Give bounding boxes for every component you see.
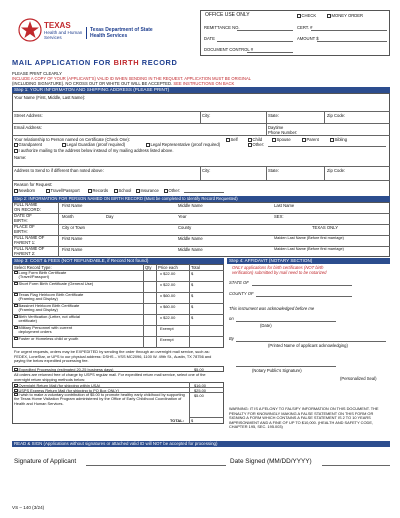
fee-row-0-price: x $22.00 [160, 270, 176, 276]
notary-note-1: ONLY applications for birth certificates (NOT birth [232, 265, 324, 270]
document-control-label: DOCUMENT CONTROL # [204, 47, 254, 52]
sign-header: READ & SIGN (Applications without signatures or attached valid ID will NOT be accepted for processing) [12, 441, 390, 447]
pob-label: PLACE OF BIRTH: [14, 224, 35, 234]
money-order-checkbox[interactable] [327, 14, 331, 18]
applicant-signature-label: Signature of Applicant [14, 458, 77, 465]
col-price: Price each [158, 265, 178, 270]
month-label: Month [62, 214, 74, 219]
notary-signature-caption: (Notary Public's Signature) [252, 368, 302, 373]
rel-legal-guardian-checkbox[interactable] [62, 143, 66, 147]
reason-travel[interactable]: Travel/Passport [46, 188, 80, 193]
date-label: DATE [204, 36, 215, 41]
reason-school[interactable]: School [114, 188, 131, 193]
step1-header: Step 1: YOUR INFORMATON AND SHIPPING ADDRESS (PLEASE PRINT) [12, 87, 390, 93]
name2-label: Name: [14, 155, 27, 160]
reason-newborn[interactable]: Newborn [14, 188, 35, 193]
zip2-label: Zip Code: [327, 168, 346, 173]
fee-row-6-checkbox[interactable] [14, 337, 18, 341]
fee-row-0-total: $ [191, 270, 194, 276]
applicant-signature-line[interactable] [86, 465, 226, 466]
phone-label: Phone Number: [268, 130, 298, 135]
returned-text: All orders are returned free of charge by USPS regular mail. For expedited return mail service, select one of the overnight return shipping methods below: [14, 372, 206, 382]
street-label: Street Address: [14, 113, 43, 118]
ship-express-price: $25.00 [194, 387, 206, 393]
agency-line-2: Health and Human [44, 30, 83, 35]
rel-self[interactable]: Self [226, 137, 238, 142]
contribution-price: $5.00 [194, 392, 204, 398]
fee-row-2-total: $ [191, 292, 194, 298]
expedited-price: $5.00 [194, 366, 204, 372]
hhs-logo-text [44, 22, 82, 40]
dob-label: DATE OF BIRTH: [14, 213, 32, 223]
by-label: By [229, 336, 234, 341]
fee-row-4-price: x $22.00 [160, 314, 176, 320]
last-name-label: Last Name [274, 203, 295, 208]
contribution-option[interactable]: I wish to make a voluntary contribution of $5.00 to promote healthy early childhood by supporting the Texas Home Visitation Program administered by the Office of Early Childhood Coordination of Health and Human Services. [14, 391, 185, 406]
middle-name-label: Middle Name [178, 203, 203, 208]
daytime-label: Daytime [268, 125, 284, 130]
address2-label: Address to Send to if different than noted above: [14, 168, 104, 173]
money-order-option[interactable]: MONEY ORDER [327, 13, 363, 18]
texas-star-logo-icon [18, 18, 42, 42]
rel-spouse-checkbox[interactable] [272, 138, 276, 142]
rel-sibling-checkbox[interactable] [330, 138, 334, 142]
reason-label: Reason for Request: [14, 182, 53, 187]
sex-label: SEX: [274, 214, 284, 219]
intro-line-2: INCLUDE A COPY OF YOUR (APPLICANT'S) VALID ID WHEN SENDING IN THE REQUEST. APPLICATION MUST BE ORIGINAL [12, 76, 251, 81]
authorize-checkbox[interactable] [14, 149, 18, 153]
dshs-logo [86, 27, 153, 39]
check-checkbox[interactable] [297, 14, 301, 18]
reason-insurance[interactable]: Insurance [136, 188, 159, 193]
rel-legal-rep-checkbox[interactable] [146, 143, 150, 147]
rel-other[interactable]: Other: [248, 142, 264, 147]
fee-row-3-price: x $60.00 [160, 303, 176, 309]
city-town-label: City or Town [62, 225, 85, 230]
print-clearly: PLEASE PRINT CLEARLY [12, 71, 62, 76]
agency-line-1: TEXAS [44, 21, 71, 30]
fee-row-1-price: x $22.00 [160, 281, 176, 287]
fee-row-2-option[interactable]: Texas Flag Heirloom Birth Certificate (Framing and Display) [14, 293, 83, 302]
parent1-first-label: First Name [62, 236, 83, 241]
form-title: MAIL APPLICATION FOR BIRTH RECORD [12, 58, 178, 67]
city-label: City: [202, 113, 211, 118]
email-label: Email Address: [14, 125, 42, 130]
state-label: State: [268, 113, 279, 118]
rel-legal-guardian[interactable]: Legal Guardian (proof required) [62, 142, 125, 147]
fee-row-1-option[interactable]: Short Form Birth Certificate (General Use) [14, 282, 93, 287]
zip-label: Zip Code: [327, 113, 346, 118]
step3-header: Step 3: COST & FEES (NOT REFUNDABLE, if Record Not found) [12, 258, 224, 264]
reason-insurance-checkbox[interactable] [136, 189, 140, 193]
county-of-label: COUNTY OF [229, 291, 254, 296]
cert-label: CERT. # [297, 25, 313, 30]
rel-parent-checkbox[interactable] [302, 138, 306, 142]
total-value: $ [191, 418, 194, 423]
reason-newborn-checkbox[interactable] [14, 189, 18, 193]
fee-row-6-price: Exempt [160, 336, 174, 342]
printed-name-caption: (Printed Name of applicant acknowledging) [268, 343, 348, 348]
fee-row-4-total: $ [191, 314, 194, 320]
col-qty: Qty [145, 265, 152, 270]
rel-legal-rep[interactable]: Legal Representative (proof required) [146, 142, 220, 147]
urgent-text: For urgent requests, orders may be EXPEDITED by sending the order through an overnight mail service, such as: FEDEX, LoneStar, or UPS to our physical address: DSHS – VSS MC2096, 1100 W. 49th St., Austin, TX 78756 and paying the below expedited processing fee. [14, 349, 212, 363]
state-of-label: STATE OF [229, 280, 249, 285]
rel-self-checkbox[interactable] [226, 138, 230, 142]
amount-label: AMOUNT $ [297, 36, 319, 41]
col-total: Total [191, 265, 200, 270]
state2-label: State: [268, 168, 279, 173]
fee-row-1-checkbox[interactable] [14, 282, 18, 286]
warning-text: WARNING: IT IS A FELONY TO FALSIFY INFORMATION ON THIS DOCUMENT. THE PENALTY FOR KNOWINGLY MAKING A FALSE STATEMENT ON THIS FORM OR SIGNING A FORM WHICH CONTAINS A FALSE STATEMENT IS 2 TO 10 YEARS IMPRISONMENT AND A FINE OF UP TO $10,000. (HEALTH AND SAFETY CODE, CHAPTER 195, SEC. 195.003) [229, 406, 379, 430]
fee-row-3-total: $ [191, 303, 194, 309]
rel-child[interactable]: Child [248, 137, 262, 142]
rel-grandparent-checkbox[interactable] [14, 143, 18, 147]
expedited-option[interactable]: Expedited Processing (estimated 20-25 business days) [14, 367, 113, 372]
agency-line-3: Services [44, 35, 62, 40]
full-name-label: FULL NAME ON RECORD: [14, 202, 41, 212]
rel-other-checkbox[interactable] [248, 143, 252, 147]
dept-line-1: Texas Department of State [90, 27, 153, 33]
ship-overnight[interactable]: Overnight Return Mail (for shipping within USA) [14, 383, 100, 388]
remittance-label: REMITTANCE NO. [204, 25, 240, 30]
rel-parent[interactable]: Parent [302, 137, 319, 142]
fee-row-3-option[interactable]: Bassinet Heirloom Birth Certificate (Framing and Display) [14, 304, 79, 313]
parent1-maiden-label: Maiden Last Name (Before first marriage) [274, 236, 344, 240]
office-use-title: OFFICE USE ONLY [205, 12, 250, 18]
date-signed-label: Date Signed (MM/DD/YYYY) [230, 458, 312, 465]
fee-row-6-option[interactable]: Foster or Homeless child or youth [14, 337, 78, 342]
step4-header: Step 4: AFFIDAVIT (NOTARY SECTION) [227, 258, 390, 264]
reason-records-checkbox[interactable] [88, 189, 92, 193]
ack-label: This instrument was acknowledged before me [229, 306, 315, 311]
reason-school-checkbox[interactable] [114, 189, 118, 193]
first-name-label: First Name [62, 203, 83, 208]
fee-row-1-total: $ [191, 281, 194, 287]
reason-records[interactable]: Records [88, 188, 108, 193]
step2-header: Step 2: INFORMATION FOR PERSON NAMED ON BIRTH RECORD (Must be completed to Identify Record Requested) [12, 196, 390, 202]
reason-travel-checkbox[interactable] [46, 189, 50, 193]
expedited-checkbox[interactable] [14, 368, 18, 372]
reason-other[interactable]: Other: [164, 188, 180, 193]
notary-note-2: verification) submitted by mail need to be notarized [232, 270, 327, 275]
rel-spouse[interactable]: Spouse [272, 137, 291, 142]
rel-sibling[interactable]: Sibling [330, 137, 347, 142]
parent2-label: FULL NAME OF PARENT 2: [14, 246, 45, 256]
date-caption: (Date) [260, 323, 272, 328]
reason-other-checkbox[interactable] [164, 189, 168, 193]
parent1-label: FULL NAME OF PARENT 1: [14, 235, 45, 245]
seal-caption: (Personalized Seal) [340, 376, 377, 381]
date-signed-line[interactable] [322, 465, 390, 466]
dept-line-2: Health Services [90, 33, 128, 39]
texas-only-label: TEXAS ONLY [312, 225, 338, 230]
parent2-middle-label: Middle Name [178, 247, 203, 252]
on-label: on [229, 316, 234, 321]
rel-grandparent[interactable]: Grandparent [14, 142, 42, 147]
rel-child-checkbox[interactable] [248, 138, 252, 142]
year-label: Year [178, 214, 187, 219]
name-label: Your Name (First, Middle, Last Name): [14, 95, 86, 100]
relationship-label: Your relationship to Person named on Certificate (Check One): [14, 137, 130, 142]
authorize-option[interactable]: I authorize mailing to the address below instead of my mailing address listed above. [14, 148, 174, 153]
office-use-box [200, 10, 390, 56]
day-label: Day [106, 214, 114, 219]
fee-row-0-option[interactable]: Long Form Birth Certificate (Travel/Passport) [14, 271, 66, 280]
col-type: Select Record Type: [14, 265, 52, 270]
ship-express[interactable]: USPS Express Return Mail (for shipping to PO Box ONLY) [14, 388, 119, 393]
intro-line-3: (INCLUDING SIGNATURE). NO CROSS OUT OR WHITE OUT WILL BE ACCEPTED. SEE INSTRUCTIONS ON BACK [12, 81, 235, 86]
parent1-middle-label: Middle Name [178, 236, 203, 241]
form-number: VS – 140 (3/24) [12, 505, 45, 510]
fee-row-5-option[interactable]: Military Personnel with current deployment orders [14, 326, 72, 335]
check-option[interactable]: CHECK [297, 13, 316, 18]
total-label: TOTAL: [170, 418, 184, 423]
parent2-maiden-label: Maiden Last Name (Before first marriage) [274, 247, 344, 251]
fee-row-5-price: Exempt [160, 325, 174, 331]
county-label: County [178, 225, 192, 230]
city2-label: City: [202, 168, 211, 173]
fee-row-4-option[interactable]: Birth Verification (Letter, not official certificate) [14, 315, 80, 324]
parent2-first-label: First Name [62, 247, 83, 252]
ship-overnight-price: $16.00 [194, 382, 206, 388]
fee-row-2-price: x $60.00 [160, 292, 176, 298]
